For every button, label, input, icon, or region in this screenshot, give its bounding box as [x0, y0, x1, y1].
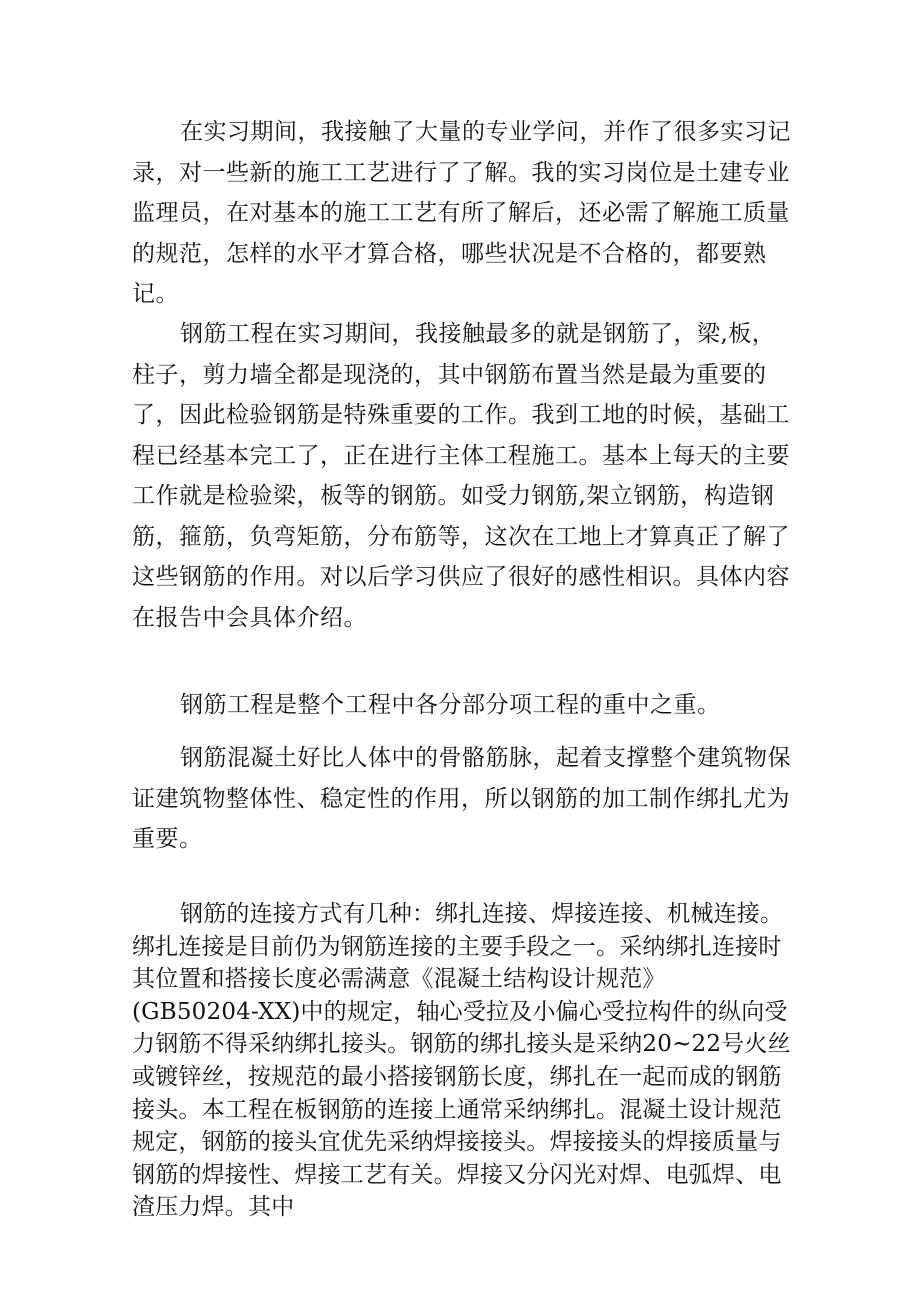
paragraph-rebar-connection-methods: 钢筋的连接方式有几种：绑扎连接、焊接连接、机械连接。绑扎连接是目前仍为钢筋连接的主要手段之一。采纳绑扎连接时其位置和搭接长度必需满意《混凝土结构设计规范》(GB50204-XX)中的规定，轴心受拉及小偏心受拉构件的纵向受力钢筋不得采纳绑扎接头。钢筋的绑扎接头是采纳20~22号火丝或镀锌丝，按规范的最小搭接钢筋长度，绑扎在一起而成的钢筋接头。本工程在板钢筋的连接上通常采纳绑扎。混凝土设计规范规定，钢筋的接头宜优先采纳焊接接头。焊接接头的焊接质量与钢筋的焊接性、焊接工艺有关。焊接又分闪光对焊、电弧焊、电渣压力焊。其中 [132, 901, 791, 1221]
paragraph-rebar-inspection: 钢筋工程在实习期间，我接触最多的就是钢筋了，梁,板，柱子，剪力墙全都是现浇的，其中钢筋布置当然是最为重要的了，因此检验钢筋是特殊重要的工作。我到工地的时候，基础工程已经基本完工了，正在进行主体工程施工。基本上每天的主要工作就是检验梁，板等的钢筋。如受力钢筋,架立钢筋，构造钢筋，箍筋，负弯矩筋，分布筋等，这次在工地上才算真正了解了这些钢筋的作用。对以后学习供应了很好的感性相识。具体内容在报告中会具体介绍。 [132, 321, 790, 631]
paragraph-internship-overview: 在实习期间，我接触了大量的专业学问，并作了很多实习记录，对一些新的施工工艺进行了了解。我的实习岗位是土建专业监理员，在对基本的施工工艺有所了解后，还必需了解施工质量的规范，怎样的水平才算合格，哪些状况是不合格的，都要熟记。 [132, 119, 791, 307]
paragraph-rebar-importance: 钢筋工程是整个工程中各分部分项工程的重中之重。 [180, 692, 721, 718]
paragraph-reinforced-concrete: 钢筋混凝土好比人体中的骨骼筋脉，起着支撑整个建筑物保证建筑物整体性、稳定性的作用，所以钢筋的加工制作绑扎尤为重要。 [132, 745, 791, 852]
